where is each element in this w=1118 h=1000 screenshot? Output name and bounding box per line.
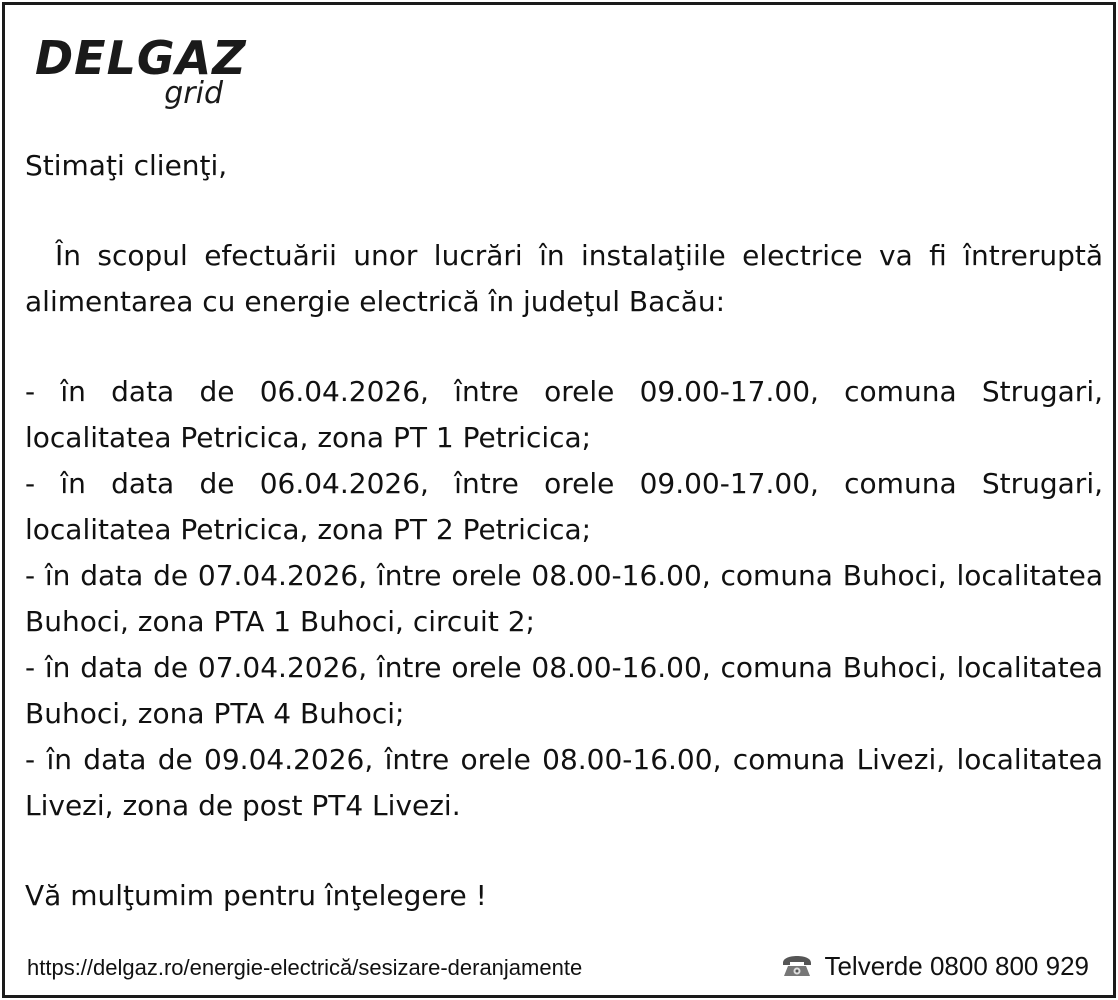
logo-sub: grid xyxy=(164,76,223,111)
delgaz-grid-logo xyxy=(35,31,247,115)
closing-text: Vă mulţumim pentru înţelegere ! xyxy=(25,879,487,912)
logo-brand: DELGAZ xyxy=(35,31,247,85)
telephone-icon xyxy=(780,954,814,978)
phone-number: Telverde 0800 800 929 xyxy=(824,951,1089,981)
outage-list xyxy=(25,369,1103,829)
footer-url: https://delgaz.ro/energie-electrică/sesizare-deranjamente xyxy=(27,955,583,980)
greeting: Stimaţi clienţi, xyxy=(25,149,228,182)
notice-frame xyxy=(2,2,1116,998)
intro-paragraph: În scopul efectuării unor lucrări în instalaţiile electrice va fi întreruptă alimentarea cu energie electrică în judeţul Bacău: xyxy=(25,239,1103,318)
outage-item: - în data de 09.04.2026, între orele 08.00-16.00, comuna Livezi, localitatea Livezi, zona de post PT4 Livezi. xyxy=(25,743,1103,822)
notice-body xyxy=(25,143,1103,919)
outage-item: - în data de 07.04.2026, între orele 08.00-16.00, comuna Buhoci, localitatea Buhoci, zona PTA 4 Buhoci; xyxy=(25,651,1103,730)
footer-phone xyxy=(780,951,1089,981)
outage-item: - în data de 07.04.2026, între orele 08.00-16.00, comuna Buhoci, localitatea Buhoci, zona PTA 1 Buhoci, circuit 2; xyxy=(25,559,1103,638)
outage-item: - în data de 06.04.2026, între orele 09.00-17.00, comuna Strugari, localitatea Petricica, zona PT 1 Petricica; xyxy=(25,375,1103,454)
outage-item: - în data de 06.04.2026, între orele 09.00-17.00, comuna Strugari, localitatea Petricica, zona PT 2 Petricica; xyxy=(25,467,1103,546)
